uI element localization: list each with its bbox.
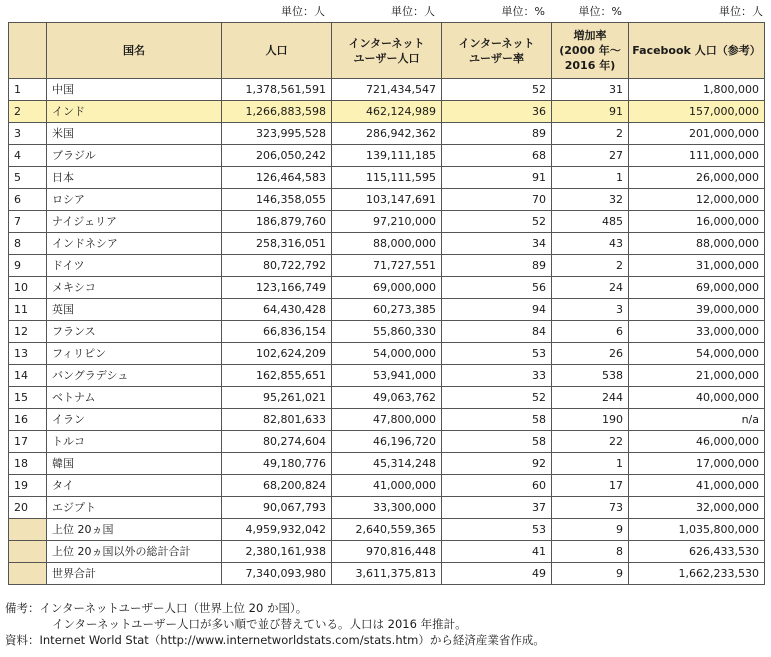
note-remarks: 備考：インターネットユーザー人口（世界上位 20 か国）。	[5, 601, 308, 615]
cell-internet-users: 46,196,720	[332, 431, 442, 453]
cell-rank	[9, 519, 47, 541]
cell-internet-users: 47,800,000	[332, 409, 442, 431]
cell-country: インドネシア	[47, 233, 222, 255]
cell-facebook-population: 1,035,800,000	[629, 519, 765, 541]
table-row	[9, 233, 765, 255]
cell-internet-rate: 70	[442, 189, 552, 211]
cell-rank: 9	[9, 255, 47, 277]
cell-rank: 6	[9, 189, 47, 211]
cell-internet-rate: 68	[442, 145, 552, 167]
cell-rank: 15	[9, 387, 47, 409]
cell-internet-users: 103,147,691	[332, 189, 442, 211]
cell-internet-rate: 58	[442, 431, 552, 453]
table-row	[9, 167, 765, 189]
unit-label-rate: 単位：%	[501, 5, 545, 18]
unit-label-facebook: 単位：人	[719, 5, 763, 18]
cell-population: 258,316,051	[222, 233, 332, 255]
cell-rank: 7	[9, 211, 47, 233]
cell-internet-rate: 49	[442, 563, 552, 585]
cell-internet-rate: 53	[442, 519, 552, 541]
cell-facebook-population: 16,000,000	[629, 211, 765, 233]
cell-growth-rate: 27	[552, 145, 629, 167]
cell-population: 206,050,242	[222, 145, 332, 167]
cell-population: 82,801,633	[222, 409, 332, 431]
cell-rank: 4	[9, 145, 47, 167]
table-row	[9, 211, 765, 233]
cell-internet-rate: 91	[442, 167, 552, 189]
cell-growth-rate: 31	[552, 79, 629, 101]
cell-country: イラン	[47, 409, 222, 431]
cell-internet-users: 55,860,330	[332, 321, 442, 343]
cell-internet-rate: 34	[442, 233, 552, 255]
cell-facebook-population: 17,000,000	[629, 453, 765, 475]
cell-population: 323,995,528	[222, 123, 332, 145]
cell-country: 米国	[47, 123, 222, 145]
cell-population: 162,855,651	[222, 365, 332, 387]
table-row	[9, 255, 765, 277]
cell-growth-rate: 8	[552, 541, 629, 563]
cell-rank: 17	[9, 431, 47, 453]
cell-facebook-population: 46,000,000	[629, 431, 765, 453]
cell-growth-rate: 43	[552, 233, 629, 255]
cell-internet-users: 41,000,000	[332, 475, 442, 497]
cell-country: トルコ	[47, 431, 222, 453]
table-row	[9, 321, 765, 343]
cell-country: エジプト	[47, 497, 222, 519]
cell-facebook-population: 626,433,530	[629, 541, 765, 563]
cell-growth-rate: 244	[552, 387, 629, 409]
cell-facebook-population: 69,000,000	[629, 277, 765, 299]
cell-internet-rate: 36	[442, 101, 552, 123]
cell-rank: 11	[9, 299, 47, 321]
table-row	[9, 277, 765, 299]
cell-internet-rate: 92	[442, 453, 552, 475]
cell-rank: 14	[9, 365, 47, 387]
cell-internet-rate: 52	[442, 387, 552, 409]
cell-population: 7,340,093,980	[222, 563, 332, 585]
cell-country: 日本	[47, 167, 222, 189]
cell-population: 2,380,161,938	[222, 541, 332, 563]
cell-rank: 13	[9, 343, 47, 365]
cell-rank: 18	[9, 453, 47, 475]
cell-country: ドイツ	[47, 255, 222, 277]
header-population: 人口	[222, 23, 332, 79]
cell-facebook-population: 1,662,233,530	[629, 563, 765, 585]
cell-population: 102,624,209	[222, 343, 332, 365]
cell-internet-rate: 56	[442, 277, 552, 299]
cell-facebook-population: 1,800,000	[629, 79, 765, 101]
cell-population: 49,180,776	[222, 453, 332, 475]
cell-population: 95,261,021	[222, 387, 332, 409]
cell-rank: 20	[9, 497, 47, 519]
cell-internet-users: 60,273,385	[332, 299, 442, 321]
cell-internet-users: 53,941,000	[332, 365, 442, 387]
cell-facebook-population: 26,000,000	[629, 167, 765, 189]
cell-growth-rate: 32	[552, 189, 629, 211]
table-row	[9, 123, 765, 145]
cell-country: タイ	[47, 475, 222, 497]
cell-rank: 1	[9, 79, 47, 101]
table-row	[9, 299, 765, 321]
cell-country: フィリピン	[47, 343, 222, 365]
cell-facebook-population: 201,000,000	[629, 123, 765, 145]
cell-rank: 5	[9, 167, 47, 189]
cell-rank: 3	[9, 123, 47, 145]
header-country: 国名	[47, 23, 222, 79]
cell-internet-users: 721,434,547	[332, 79, 442, 101]
cell-population: 66,836,154	[222, 321, 332, 343]
cell-population: 126,464,583	[222, 167, 332, 189]
cell-internet-users: 54,000,000	[332, 343, 442, 365]
cell-growth-rate: 2	[552, 255, 629, 277]
cell-facebook-population: 88,000,000	[629, 233, 765, 255]
header-growth-rate: 増加率 (2000 年～ 2016 年)	[552, 23, 629, 79]
header-internet-users: インターネット ユーザー人口	[332, 23, 442, 79]
cell-facebook-population: 157,000,000	[629, 101, 765, 123]
cell-growth-rate: 1	[552, 453, 629, 475]
cell-growth-rate: 6	[552, 321, 629, 343]
unit-label-population: 単位：人	[281, 5, 325, 18]
table-row	[9, 79, 765, 101]
cell-growth-rate: 485	[552, 211, 629, 233]
cell-facebook-population: 31,000,000	[629, 255, 765, 277]
cell-internet-rate: 89	[442, 255, 552, 277]
cell-internet-rate: 84	[442, 321, 552, 343]
cell-growth-rate: 22	[552, 431, 629, 453]
header-facebook-population: Facebook 人口（参考）	[629, 23, 765, 79]
unit-label-users: 単位：人	[391, 5, 435, 18]
header-internet-rate: インターネット ユーザー率	[442, 23, 552, 79]
table-row	[9, 409, 765, 431]
cell-internet-rate: 60	[442, 475, 552, 497]
cell-rank: 2	[9, 101, 47, 123]
cell-country: フランス	[47, 321, 222, 343]
cell-rank: 12	[9, 321, 47, 343]
table-row	[9, 365, 765, 387]
cell-facebook-population: 33,000,000	[629, 321, 765, 343]
cell-rank	[9, 563, 47, 585]
cell-facebook-population: 54,000,000	[629, 343, 765, 365]
summary-row	[9, 519, 765, 541]
cell-internet-users: 970,816,448	[332, 541, 442, 563]
cell-population: 64,430,428	[222, 299, 332, 321]
cell-growth-rate: 2	[552, 123, 629, 145]
summary-row	[9, 541, 765, 563]
cell-population: 1,378,561,591	[222, 79, 332, 101]
cell-rank	[9, 541, 47, 563]
cell-internet-users: 49,063,762	[332, 387, 442, 409]
cell-country: 英国	[47, 299, 222, 321]
table-row	[9, 453, 765, 475]
cell-population: 4,959,932,042	[222, 519, 332, 541]
unit-labels-row	[0, 0, 771, 22]
cell-internet-users: 139,111,185	[332, 145, 442, 167]
cell-growth-rate: 9	[552, 563, 629, 585]
cell-growth-rate: 73	[552, 497, 629, 519]
cell-internet-rate: 58	[442, 409, 552, 431]
cell-country: ベトナム	[47, 387, 222, 409]
cell-population: 80,274,604	[222, 431, 332, 453]
cell-population: 186,879,760	[222, 211, 332, 233]
cell-internet-rate: 52	[442, 211, 552, 233]
cell-internet-rate: 89	[442, 123, 552, 145]
cell-internet-rate: 94	[442, 299, 552, 321]
table-row	[9, 431, 765, 453]
cell-growth-rate: 26	[552, 343, 629, 365]
cell-population: 146,358,055	[222, 189, 332, 211]
cell-internet-users: 286,942,362	[332, 123, 442, 145]
table-row	[9, 475, 765, 497]
cell-facebook-population: 32,000,000	[629, 497, 765, 519]
note-source: 資料：Internet World Stat（http://www.internetworldstats.com/stats.htm）から経済産業省作成。	[5, 633, 545, 647]
cell-internet-users: 88,000,000	[332, 233, 442, 255]
cell-country: メキシコ	[47, 277, 222, 299]
cell-internet-users: 71,727,551	[332, 255, 442, 277]
cell-facebook-population: n/a	[629, 409, 765, 431]
cell-growth-rate: 190	[552, 409, 629, 431]
cell-growth-rate: 1	[552, 167, 629, 189]
cell-rank: 16	[9, 409, 47, 431]
table-row	[9, 387, 765, 409]
cell-country: ロシア	[47, 189, 222, 211]
cell-growth-rate: 538	[552, 365, 629, 387]
summary-row	[9, 563, 765, 585]
cell-growth-rate: 3	[552, 299, 629, 321]
cell-country: 中国	[47, 79, 222, 101]
cell-internet-users: 33,300,000	[332, 497, 442, 519]
cell-growth-rate: 24	[552, 277, 629, 299]
cell-population: 123,166,749	[222, 277, 332, 299]
cell-rank: 10	[9, 277, 47, 299]
cell-internet-users: 97,210,000	[332, 211, 442, 233]
cell-rank: 8	[9, 233, 47, 255]
internet-users-table	[8, 22, 765, 585]
cell-country: インド	[47, 101, 222, 123]
cell-internet-rate: 33	[442, 365, 552, 387]
cell-internet-rate: 53	[442, 343, 552, 365]
cell-internet-rate: 37	[442, 497, 552, 519]
cell-facebook-population: 21,000,000	[629, 365, 765, 387]
cell-country: 上位 20ヵ国以外の総計合計	[47, 541, 222, 563]
note-sorting: インターネットユーザー人口が多い順で並び替えている。人口は 2016 年推計。	[52, 617, 467, 631]
cell-facebook-population: 41,000,000	[629, 475, 765, 497]
table-body	[9, 79, 765, 585]
cell-internet-users: 2,640,559,365	[332, 519, 442, 541]
cell-country: 上位 20ヵ国	[47, 519, 222, 541]
cell-country: 韓国	[47, 453, 222, 475]
cell-country: ナイジェリア	[47, 211, 222, 233]
table-row	[9, 343, 765, 365]
cell-facebook-population: 111,000,000	[629, 145, 765, 167]
cell-country: ブラジル	[47, 145, 222, 167]
cell-internet-users: 3,611,375,813	[332, 563, 442, 585]
cell-growth-rate: 17	[552, 475, 629, 497]
cell-internet-users: 45,314,248	[332, 453, 442, 475]
cell-population: 68,200,824	[222, 475, 332, 497]
table-row	[9, 497, 765, 519]
table-row	[9, 145, 765, 167]
cell-population: 80,722,792	[222, 255, 332, 277]
cell-internet-rate: 52	[442, 79, 552, 101]
cell-population: 1,266,883,598	[222, 101, 332, 123]
notes	[5, 600, 765, 648]
cell-internet-rate: 41	[442, 541, 552, 563]
cell-facebook-population: 39,000,000	[629, 299, 765, 321]
header-rank	[9, 23, 47, 79]
cell-growth-rate: 91	[552, 101, 629, 123]
table-row	[9, 101, 765, 123]
cell-rank: 19	[9, 475, 47, 497]
table-header-row	[9, 23, 765, 79]
cell-population: 90,067,793	[222, 497, 332, 519]
cell-facebook-population: 40,000,000	[629, 387, 765, 409]
cell-country: バングラデシュ	[47, 365, 222, 387]
cell-internet-users: 69,000,000	[332, 277, 442, 299]
cell-internet-users: 115,111,595	[332, 167, 442, 189]
cell-facebook-population: 12,000,000	[629, 189, 765, 211]
table-row	[9, 189, 765, 211]
cell-country: 世界合計	[47, 563, 222, 585]
cell-growth-rate: 9	[552, 519, 629, 541]
unit-label-growth: 単位：%	[578, 5, 622, 18]
cell-internet-users: 462,124,989	[332, 101, 442, 123]
